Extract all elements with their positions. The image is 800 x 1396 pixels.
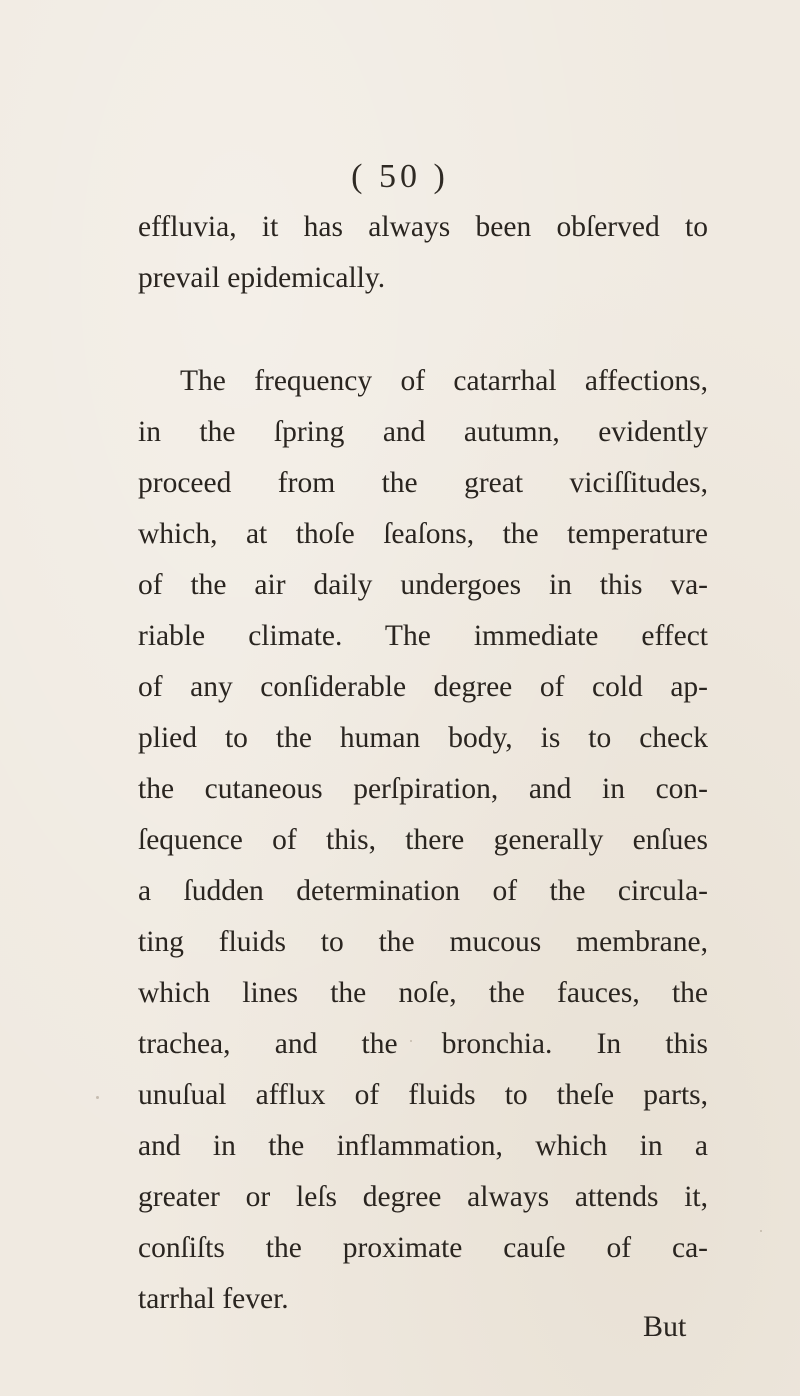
text-line: of any conſiderable degree of cold ap- [138, 671, 708, 703]
text-line: proceed from the great viciſſitudes, [138, 467, 708, 499]
text-line: in the ſpring and autumn, evidently [138, 416, 708, 448]
text-line: ting fluids to the mucous membrane, [138, 926, 708, 958]
text-line: prevail epidemically. [138, 262, 386, 294]
text-line: ſequence of this, there generally enſues [138, 824, 708, 856]
text-line: trachea, and the bronchia. In this [138, 1028, 708, 1060]
paper-speck [96, 1096, 99, 1099]
page-number: ( 50 ) [351, 158, 449, 195]
text-line: which, at thoſe ſeaſons, the temperature [138, 518, 708, 550]
text-line: a ſudden determination of the circula- [138, 875, 708, 907]
text-line: effluvia, it has always been obſerved to [138, 211, 708, 243]
text-line: and in the inflammation, which in a [138, 1130, 708, 1162]
catchword: But [643, 1310, 687, 1343]
text-line: conſiſts the proximate cauſe of ca- [138, 1232, 708, 1264]
text-line: greater or leſs degree always attends it, [138, 1181, 708, 1213]
text-line: of the air daily undergoes in this va- [138, 569, 708, 601]
paper-speck [410, 1040, 412, 1042]
body-text [138, 202, 708, 1325]
text-line: which lines the noſe, the fauces, the [138, 977, 708, 1009]
paper-speck [760, 1230, 762, 1232]
text-line: tarrhal fever. [138, 1283, 289, 1315]
text-line: the cutaneous perſpiration, and in con- [138, 773, 708, 805]
text-line: plied to the human body, is to check [138, 722, 708, 754]
text-line: unuſual afflux of fluids to theſe parts, [138, 1079, 708, 1111]
paragraph-gap [138, 304, 708, 356]
text-line: riable climate. The immediate effect [138, 620, 708, 652]
text-line: The frequency of catarrhal affections, [180, 365, 708, 397]
